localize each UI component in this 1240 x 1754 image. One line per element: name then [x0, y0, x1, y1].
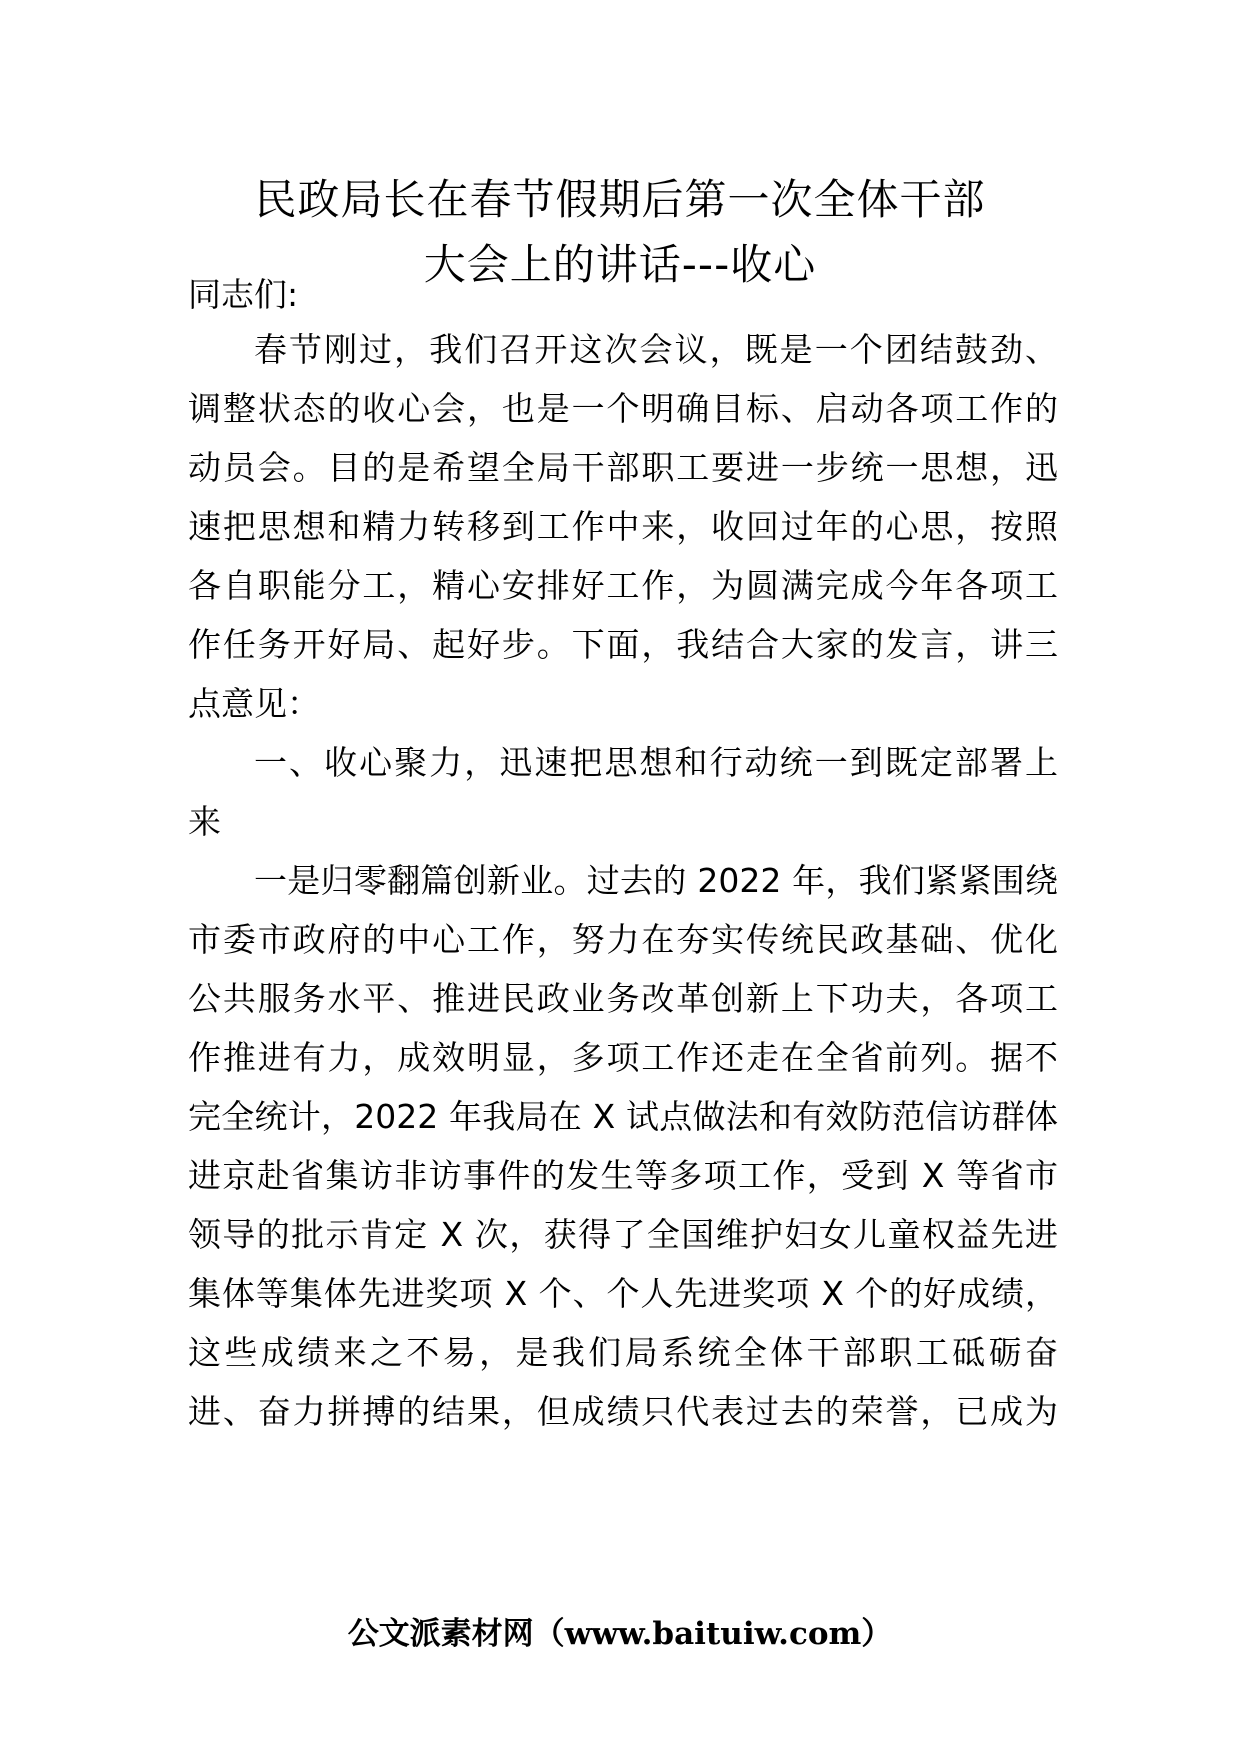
section-heading-continued: 来	[188, 802, 221, 841]
body-line: 集体等集体先进奖项 X 个、个人先进奖项 X 个的好成绩，	[188, 1274, 1058, 1313]
body-line: 一是归零翻篇创新业。过去的 2022 年，我们紧紧围绕	[254, 861, 1058, 900]
body-line: 点意见：	[188, 684, 320, 723]
body-line: 进京赴省集访非访事件的发生等多项工作，受到 X 等省市	[188, 1156, 1058, 1195]
document-title-line-1: 民政局长在春节假期后第一次全体干部	[254, 175, 986, 224]
body-line: 完全统计，2022 年我局在 X 试点做法和有效防范信访群体	[188, 1097, 1058, 1136]
body-line: 公共服务水平、推进民政业务改革创新上下功夫，各项工	[188, 979, 1058, 1018]
greeting: 同志们:	[188, 275, 299, 314]
body-line: 领导的批示肯定 X 次，获得了全国维护妇女儿童权益先进	[188, 1215, 1058, 1254]
body-line: 作推进有力，成效明显，多项工作还走在全省前列。据不	[188, 1038, 1058, 1077]
section-heading: 一、收心聚力，迅速把思想和行动统一到既定部署上	[254, 743, 1058, 782]
body-line: 各自职能分工，精心安排好工作，为圆满完成今年各项工	[188, 566, 1058, 605]
body-line: 调整状态的收心会，也是一个明确目标、启动各项工作的	[188, 389, 1058, 428]
footer-watermark: 公文派素材网（www.baituiw.com）	[347, 1616, 893, 1652]
body-line: 作任务开好局、起好步。下面，我结合大家的发言，讲三	[188, 625, 1058, 664]
body-line: 春节刚过，我们召开这次会议，既是一个团结鼓劲、	[254, 330, 1058, 369]
body-line: 动员会。目的是希望全局干部职工要进一步统一思想，迅	[188, 448, 1058, 487]
body-line: 进、奋力拼搏的结果，但成绩只代表过去的荣誉，已成为	[188, 1392, 1058, 1431]
body-line: 速把思想和精力转移到工作中来，收回过年的心思，按照	[188, 507, 1058, 546]
body-line: 这些成绩来之不易，是我们局系统全体干部职工砥砺奋	[188, 1333, 1058, 1372]
document-title-line-2: 大会上的讲话---收心	[423, 240, 817, 289]
body-line: 市委市政府的中心工作，努力在夯实传统民政基础、优化	[188, 920, 1058, 959]
